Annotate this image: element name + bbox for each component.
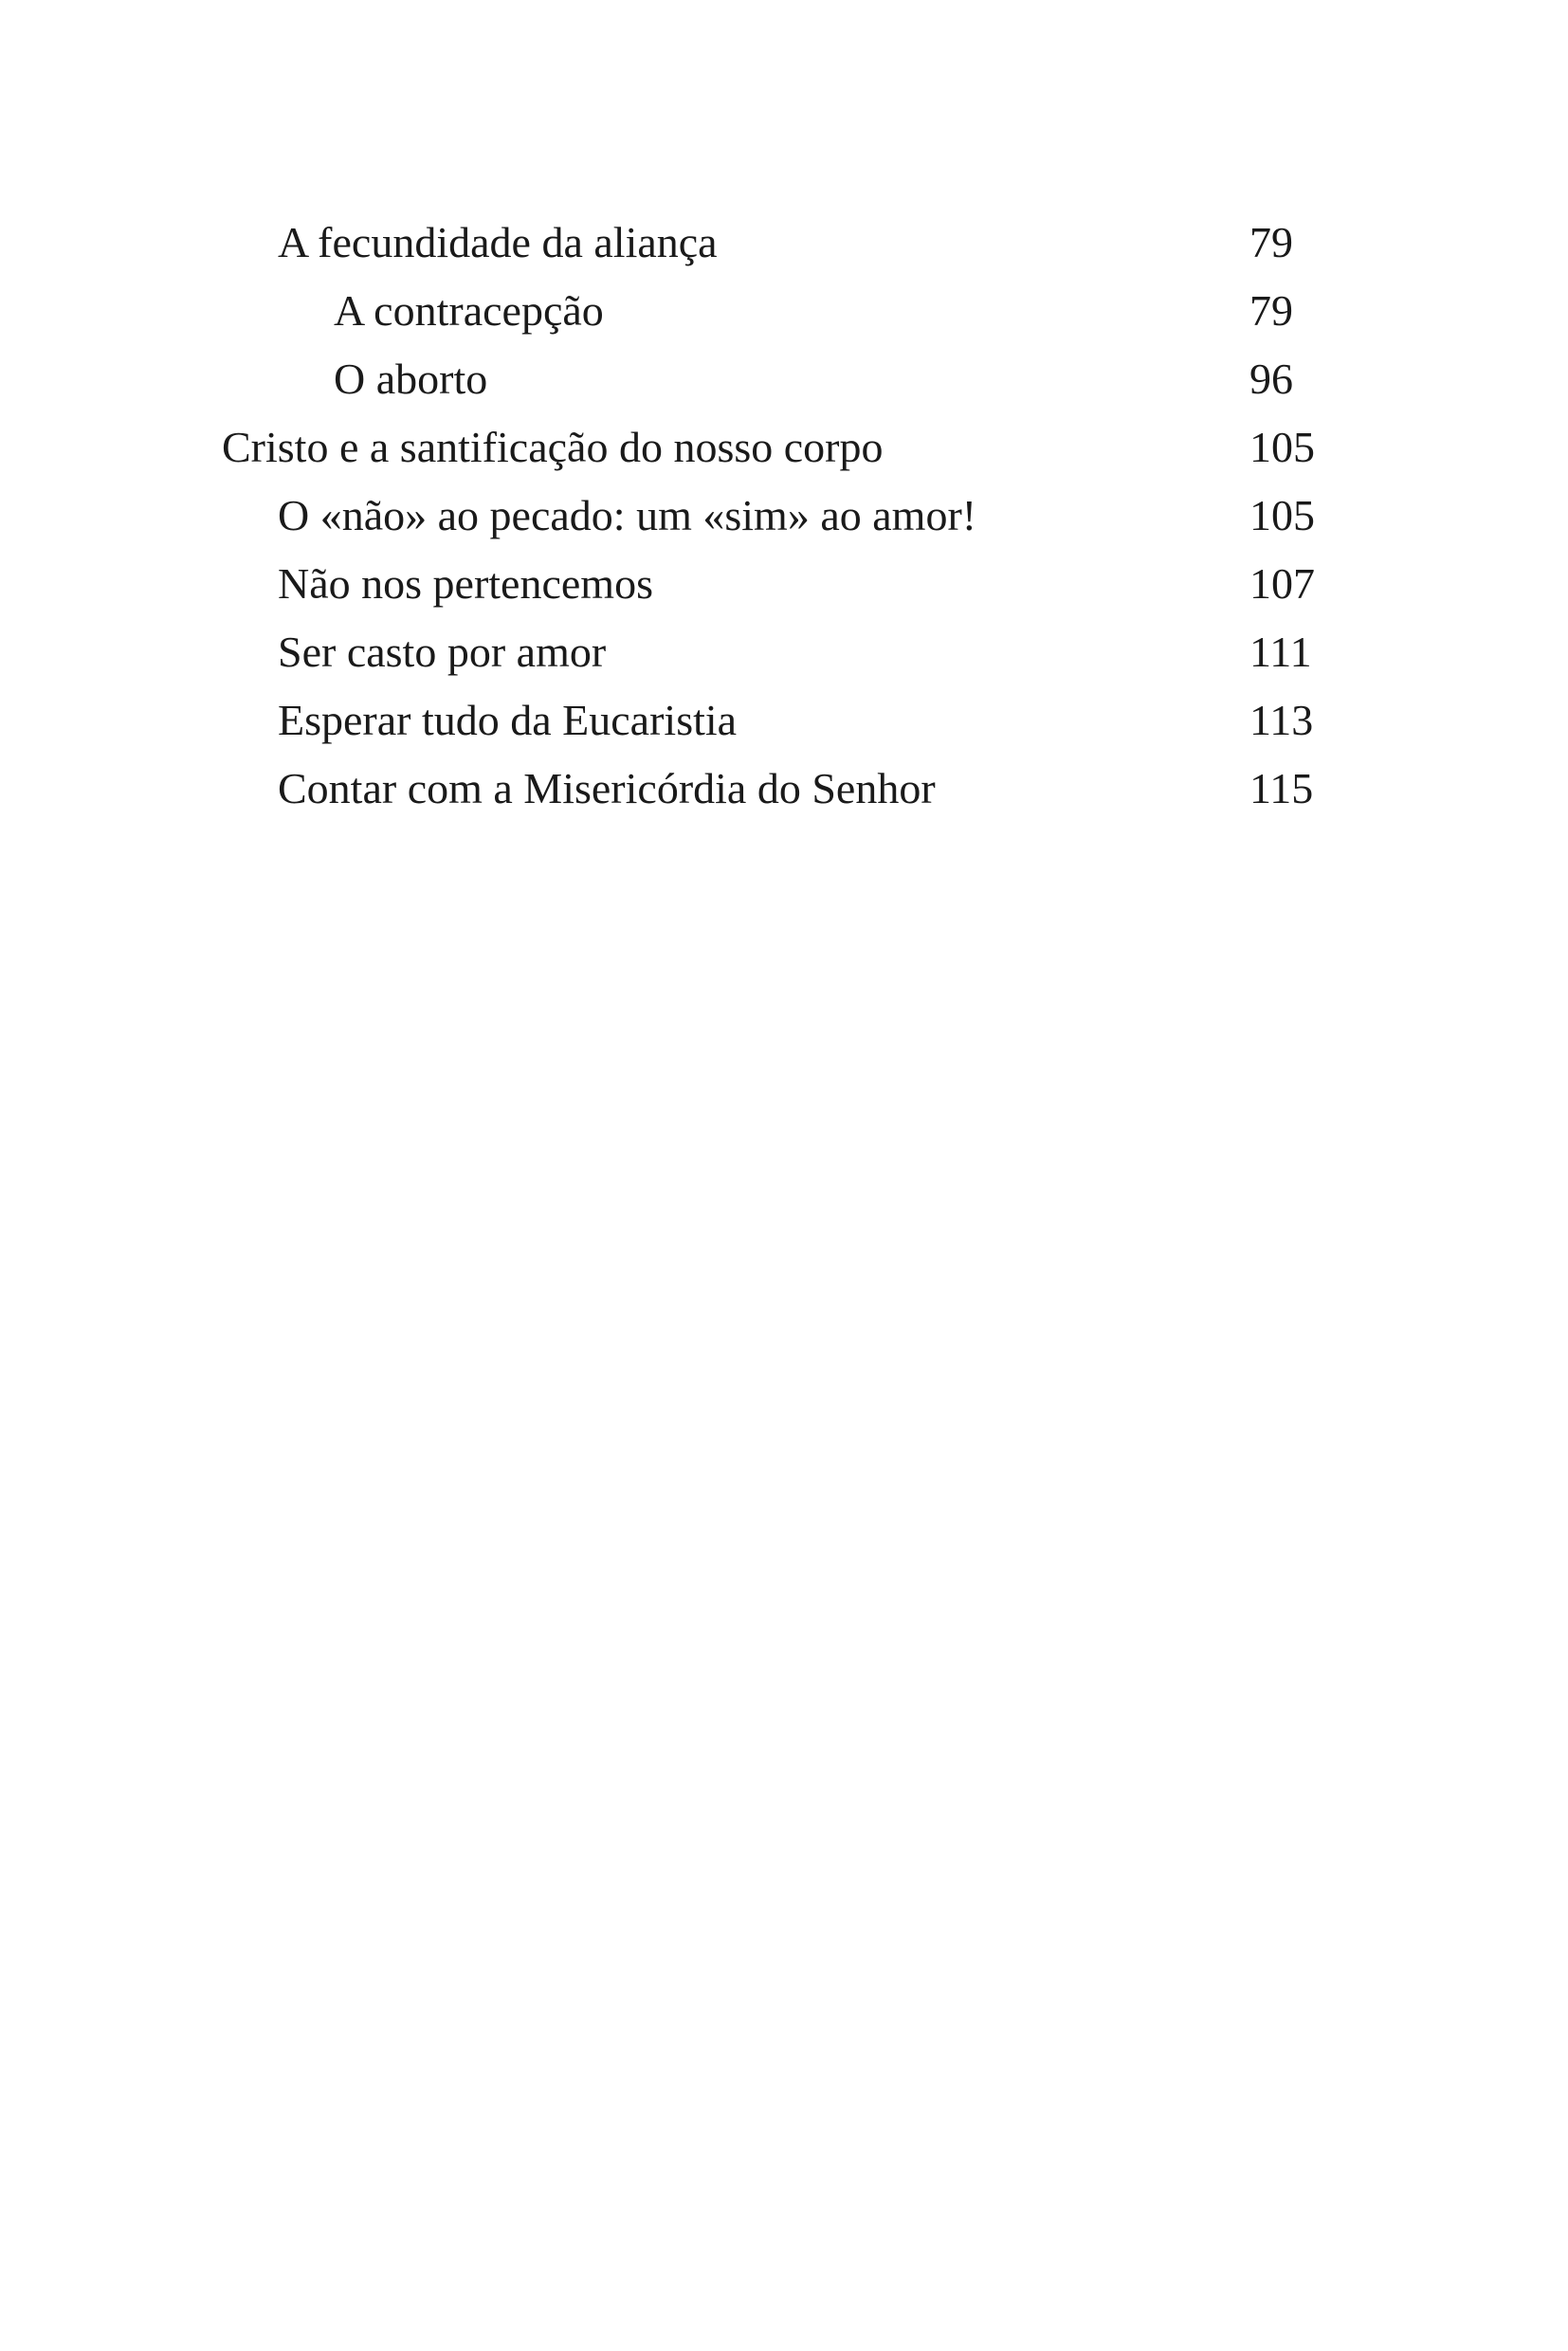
toc-entry-title: Contar com a Misericórdia do Senhor (278, 764, 936, 812)
toc-entry-page: 115 (1249, 764, 1314, 812)
toc-entry-title: A fecundidade da aliança (278, 218, 718, 266)
toc-entry-page: 107 (1249, 559, 1315, 608)
toc-entry (0, 686, 1568, 755)
toc-entry (0, 755, 1568, 823)
toc-entry-page: 105 (1249, 423, 1315, 471)
toc-entry-page: 96 (1249, 355, 1293, 403)
toc-entry-title: Não nos pertencemos (278, 559, 653, 608)
toc-entry (0, 413, 1568, 482)
toc-entry-title: A contracepção (334, 286, 604, 335)
toc-entry-page: 79 (1249, 218, 1293, 266)
toc-entry-title: Ser casto por amor (278, 628, 607, 676)
toc-entry (0, 209, 1568, 277)
toc-entry (0, 345, 1568, 413)
toc-entry-title: O aborto (334, 355, 488, 403)
toc-entry-page: 113 (1249, 696, 1314, 744)
toc-entry-title: Esperar tudo da Eucaristia (278, 696, 738, 744)
toc-entry (0, 550, 1568, 618)
toc-entry (0, 618, 1568, 686)
toc-entry-title: O «não» ao pecado: um «sim» ao amor! (278, 491, 977, 539)
toc-entry (0, 482, 1568, 550)
toc-entry-page: 79 (1249, 286, 1293, 335)
toc-entry-page: 111 (1249, 628, 1312, 676)
toc-entry-page: 105 (1249, 491, 1315, 539)
toc-entry-title: Cristo e a santificação do nosso corpo (222, 423, 884, 471)
toc-entry (0, 277, 1568, 345)
